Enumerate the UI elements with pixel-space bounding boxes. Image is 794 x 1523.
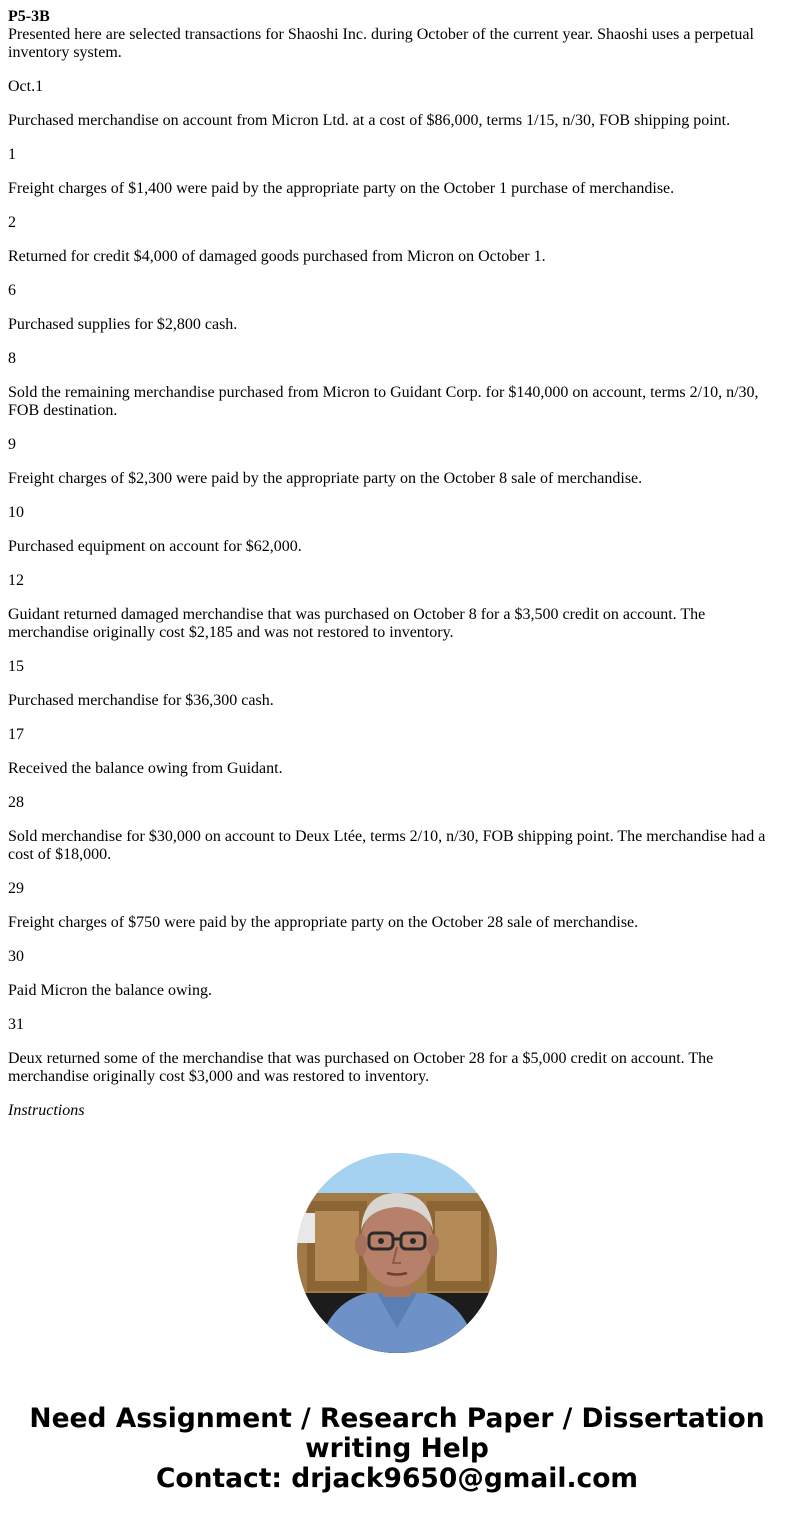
footer-line-2: writing Help <box>305 1433 489 1464</box>
transaction-date: 15 <box>8 658 24 675</box>
transaction-description: Paid Micron the balance owing. <box>8 982 212 999</box>
footer-line-1: Need Assignment / Research Paper / Dissertation <box>29 1403 765 1434</box>
transaction-description: Deux returned some of the merchandise that was purchased on October 28 for a $5,000 credit on account. The merchandise originally cost $3,000 and was restored to inventory. <box>8 1050 714 1085</box>
transaction-description: Received the balance owing from Guidant. <box>8 760 283 777</box>
transaction-description: Returned for credit $4,000 of damaged goods purchased from Micron on October 1. <box>8 248 546 265</box>
transaction-description: Guidant returned damaged merchandise that was purchased on October 8 for a $3,500 credit on account. The merchandise originally cost $2,185 and was not restored to inventory. <box>8 606 706 641</box>
footer-contact: Contact: drjack9650@gmail.com <box>155 1463 639 1494</box>
transaction-date: 17 <box>8 726 24 743</box>
transaction-date: 9 <box>8 436 16 453</box>
transaction-date: 12 <box>8 572 24 589</box>
transaction-date: 2 <box>8 214 16 231</box>
problem-content <box>8 8 778 1120</box>
transaction-description: Freight charges of $2,300 were paid by the appropriate party on the October 8 sale of merchandise. <box>8 470 643 487</box>
transaction-date: 29 <box>8 880 24 897</box>
transaction-date: 6 <box>8 282 16 299</box>
transaction-date: 8 <box>8 350 16 367</box>
transaction-description: Sold merchandise for $30,000 on account to Deux Ltée, terms 2/10, n/30, FOB shipping point. The merchandise had a cost of $18,000. <box>8 828 766 863</box>
transaction-date: 28 <box>8 794 24 811</box>
transaction-description: Sold the remaining merchandise purchased from Micron to Guidant Corp. for $140,000 on account, terms 2/10, n/30, FOB destination. <box>8 384 759 419</box>
transaction-description: Purchased merchandise on account from Micron Ltd. at a cost of $86,000, terms 1/15, n/30, FOB shipping point. <box>8 112 731 129</box>
author-photo <box>297 1153 497 1353</box>
transaction-description: Freight charges of $1,400 were paid by the appropriate party on the October 1 purchase of merchandise. <box>8 180 675 197</box>
problem-intro: Presented here are selected transactions for Shaoshi Inc. during October of the current year. Shaoshi uses a perpetual inventory system. <box>8 26 754 61</box>
problem-id: P5-3B <box>8 8 50 25</box>
transaction-list <box>8 78 778 1086</box>
transaction-date: 1 <box>8 146 16 163</box>
transaction-date: 30 <box>8 948 24 965</box>
transaction-date: 31 <box>8 1016 24 1033</box>
transaction-description: Purchased equipment on account for $62,000. <box>8 538 302 555</box>
portrait-illustration <box>297 1153 497 1353</box>
transaction-description: Purchased merchandise for $36,300 cash. <box>8 692 274 709</box>
instructions-label: Instructions <box>8 1102 85 1119</box>
footer-promo <box>0 1404 794 1494</box>
transaction-description: Purchased supplies for $2,800 cash. <box>8 316 238 333</box>
transaction-date: Oct.1 <box>8 78 44 95</box>
transaction-date: 10 <box>8 504 24 521</box>
transaction-description: Freight charges of $750 were paid by the appropriate party on the October 28 sale of merchandise. <box>8 914 639 931</box>
